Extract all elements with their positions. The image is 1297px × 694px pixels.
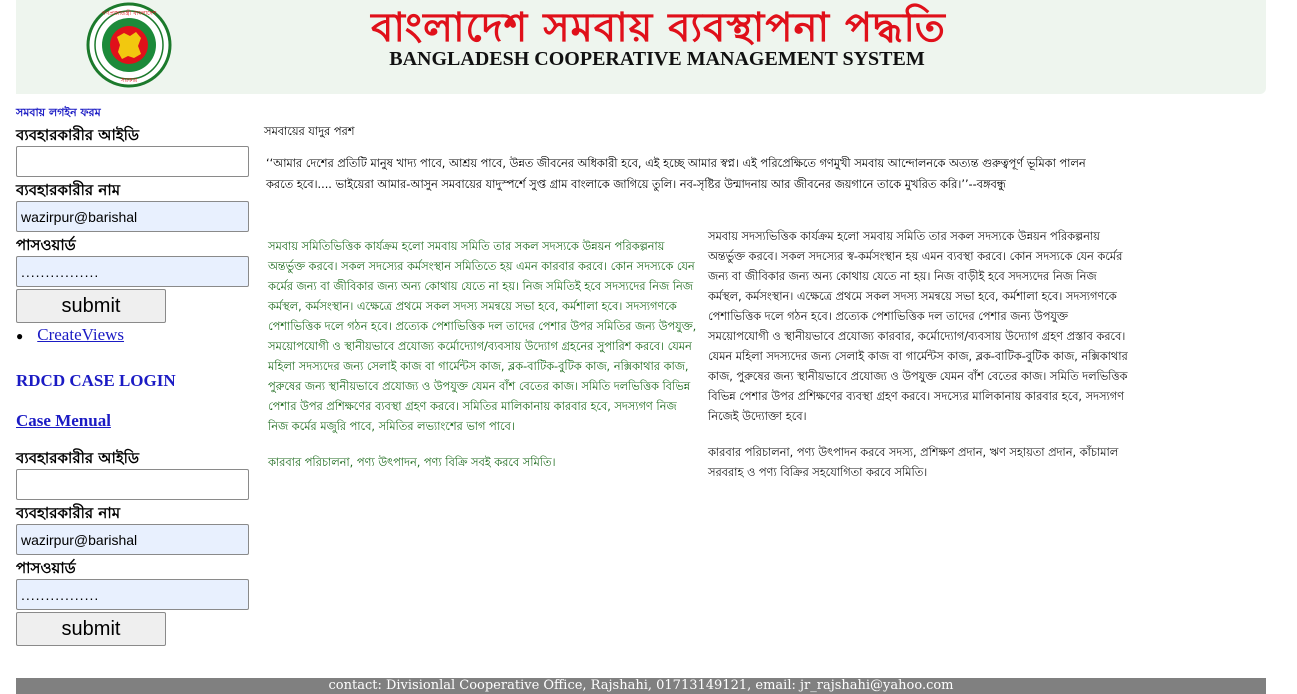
bangabandhu-quote: ‘‘আমার দেশের প্রতিটি মানুষ খাদ্য পাবে, আশ্রয় পাবে, উন্নত জীবনের অধিকারী হবে, এই হচ্ছে আমার স্বপ্ন। এই পরিপ্রেক্ষিতে গণমুখী সমবায় আন্দোলনকে অত্যন্ত গুরুত্বপূর্ণ ভূমিকা পালন করতে হবে।.... ভাইয়েরা আমার-আসুন সমবায়ের যাদুস্পর্শে সুপ্ত গ্রাম বাংলাকে জাগিয়ে তুলি। নব-সৃষ্টির উন্মাদনায় আর জীবনের জয়গানে তাকে মুখরিত করি।’’--বঙ্গবন্ধু <box>266 157 1086 191</box>
user-name-input[interactable] <box>16 524 249 555</box>
site-header <box>16 0 1266 94</box>
seal-text-bottom: সরকার <box>120 77 138 84</box>
user-name-label: ব্যবহারকারীর নাম <box>16 181 121 199</box>
submit-button[interactable]: submit <box>16 289 166 323</box>
rdcd-case-login-heading[interactable]: RDCD CASE LOGIN <box>16 371 176 390</box>
society-based-paragraph: সমবায় সমিতিভিত্তিক কার্যক্রম হলো সমবায় সমিতি তার সকল সদস্যকে উন্নয়ন পরিকল্পনায় অন্তর্ভুক্ত করবে। সকল সদস্যের কর্মসংস্থান সমিতিতে হয় এমন কারবার করবে। কোন সদস্যকে যেন কর্মের জন্য বা জীবিকার জন্য অন্য কোথায় যেতে না হয়। নিজ সমিতিই হবে সদস্যদের নিজ নিজ কর্মস্থল, কর্মসংস্থান। এক্ষেত্রে প্রথমে সকল সদস্য সমন্বয়ে সভা হবে, কর্মশালা হবে। সদস্যগণকে পেশাভিত্তিক দলে গঠন হবে। প্রত্যেক পেশাভিত্তিক দল তাদের পেশার উপর সমিতির জন্য উপযুক্ত, সময়োপযোগী ও স্থানীয়ভাবে প্রযোজ্য কর্মোদ্যোগ/ব্যবসায় উদ্যোগ গ্রহনের সুপারিশ করবে। যেমন মহিলা সদস্যদের জন্য সেলাই কাজ বা গার্মেন্টস কাজ, ব্লক-বাটিক-বুটিক কাজ, নক্সিকাথার কাজ, পুরুষের জন্য স্থানীয়ভাবে প্রযোজ্য ও উপযুক্ত যেমন বাঁশ বেতের কাজ। সমিতি দলভিত্তিক বিভিন্ন পেশার উপর প্রশিক্ষণের ব্যবস্থা গ্রহণ করবে। সমিতির মালিকানায় কারবার হবে, সদস্যগণ নিজ নিজ কর্মের মজুরি পাবে, সমিতির লভ্যাংশের ভাগ পাবে। <box>268 240 697 433</box>
create-views-link[interactable]: CreateViews <box>37 325 125 344</box>
site-title-bengali: বাংলাদেশ সমবায় ব্যবস্থাপনা পদ্ধতি <box>371 5 946 51</box>
password-input[interactable] <box>16 256 249 287</box>
user-name-input[interactable] <box>16 201 249 232</box>
society-based-activities <box>268 237 698 489</box>
site-title-english: BANGLADESH COOPERATIVE MANAGEMENT SYSTEM <box>389 48 925 70</box>
user-id-input[interactable] <box>16 469 249 500</box>
intro-title: সমবায়ের যাদুর পরশ <box>264 125 355 138</box>
cooperative-login-form <box>16 124 252 323</box>
login-sidebar <box>16 104 252 646</box>
list-item <box>16 325 252 345</box>
user-id-label: ব্যবহারকারীর আইডি <box>16 126 140 144</box>
member-based-paragraph: সমবায় সদস্যভিত্তিক কার্যক্রম হলো সমবায় সমিতি তার সকল সদস্যকে উন্নয়ন পরিকল্পনায় অন্তর্ভুক্ত করবে। সকল সদস্যের স্ব-কর্মসংস্থান হয় এমন ব্যবস্থা করবে। কোন সদস্যকে যেন কর্মের জন্য বা জীবিকার জন্য অন্য কোথায় যেতে না হয়। নিজ বাড়ীই হবে সদস্যদের নিজ নিজ কর্মস্থল, কর্মসংস্থান। এক্ষেত্রে প্রথমে সকল সদস্য সমন্বয়ে সভা হবে, কর্মশালা হবে। সদস্যগণকে পেশাভিত্তিক দলে গঠন হবে। প্রত্যেক পেশাভিত্তিক দল তাদের পেশার জন্য উপযুক্ত সময়োপযোগী ও স্থানীয়ভাবে প্রযোজ্য কারবার, কর্মোদ্যোগ/ব্যবসায় উদ্যোগ গ্রহণ প্রস্তাব করবে। যেমন মহিলা সদস্যদের জন্য সেলাই কাজ বা গার্মেন্টস কাজ, ব্লক-বাটিক-বুটিক কাজ, নক্সিকাথার কাজ, পুরুষের জন্য স্থানীয়ভাবে প্রযোজ্য ও উপযুক্ত যেমন বাঁশ বেতের কাজ। সমিতি দলভিত্তিক বিভিন্ন পেশার উপর প্রশিক্ষণের ব্যবস্থা গ্রহণ করবে। সদস্যের মালিকানায় কারবার হবে, সদস্যগণ নিজেই উদ্যোক্তা হবে। <box>708 230 1128 423</box>
seal-text-top: গণপ্রজাতন্ত্রী বাংলাদেশ <box>101 10 157 17</box>
main-content <box>264 123 1128 479</box>
user-name-label: ব্যবহারকারীর নাম <box>16 504 121 522</box>
password-input[interactable] <box>16 579 249 610</box>
login-form-caption: সমবায় লগইন ফরম <box>16 106 101 119</box>
member-based-activities <box>708 227 1128 499</box>
password-label: পাসওয়ার্ড <box>16 559 76 577</box>
user-id-input[interactable] <box>16 146 249 177</box>
password-label: পাসওয়ার্ড <box>16 236 76 254</box>
user-id-label: ব্যবহারকারীর আইডি <box>16 449 140 467</box>
member-based-summary: কারবার পরিচালনা, পণ্য উৎপাদন করবে সদস্য, প্রশিক্ষণ প্রদান, ঋণ সহায়তা প্রদান, কাঁচামাল সরবরাহ ও পণ্য বিক্রির সহযোগিতা করবে সমিতি। <box>708 446 1119 479</box>
links-list <box>16 325 252 345</box>
submit-button[interactable]: submit <box>16 612 166 646</box>
bullet-icon: ● <box>16 328 24 343</box>
contact-footer: contact: Divisionlal Cooperative Office, Rajshahi, 01713149121, email: jr_rajshahi@yahoo.com <box>16 678 1266 694</box>
rdcd-login-form <box>16 447 252 646</box>
case-manual-link[interactable]: Case Menual <box>16 411 111 430</box>
society-based-summary: কারবার পরিচালনা, পণ্য উৎপাদন, পণ্য বিক্রি সবই করবে সমিতি। <box>268 456 556 469</box>
